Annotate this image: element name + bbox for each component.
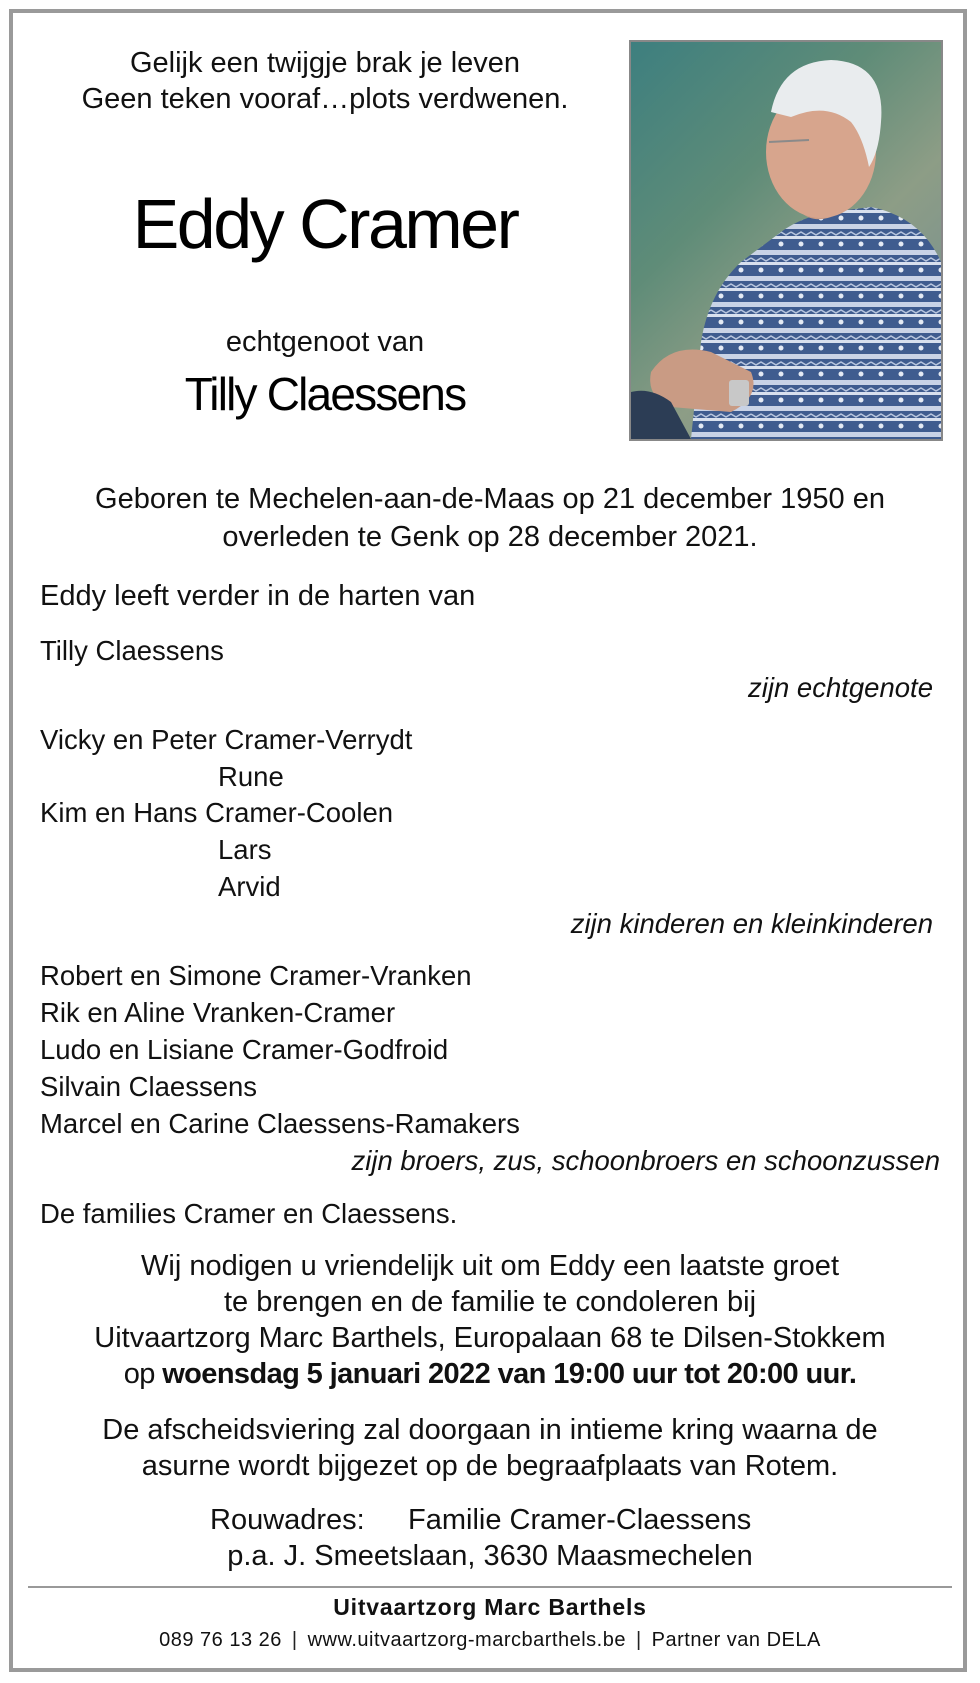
grandchild-line-2: Lars [218, 834, 272, 865]
invitation-line-1: Wij nodigen u vriendelijk uit om Eddy een laatste groet [141, 1250, 839, 1282]
intro-line: Eddy leeft verder in de harten van [40, 580, 476, 612]
footer-partner: Partner van DELA [651, 1629, 821, 1651]
ceremony-line-1: De afscheidsviering zal doorgaan in intieme kring waarna de [102, 1414, 878, 1446]
invitation-datetime: woensdag 5 januari 2022 van 19:00 uur tot 20:00 uur. [162, 1358, 857, 1390]
footer-contact [30, 1629, 950, 1652]
child-line-2: Kim en Hans Cramer-Coolen [40, 797, 394, 828]
birth-line: Geboren te Mechelen-aan-de-Maas op 21 december 1950 en [95, 483, 885, 515]
partner-name: Tilly Claessens [184, 368, 466, 420]
address-street: p.a. J. Smeetslaan, 3630 Maasmechelen [227, 1540, 753, 1572]
sibling-line-3: Ludo en Lisiane Cramer-Godfroid [40, 1034, 449, 1065]
child-line-1: Vicky en Peter Cramer-Verrydt [40, 724, 413, 755]
deceased-name: Eddy Cramer [132, 185, 518, 263]
address-label: Rouwadres: [210, 1504, 365, 1536]
verse-line-2: Geen teken vooraf…plots verdwenen. [81, 83, 569, 115]
sibling-line-2: Rik en Aline Vranken-Cramer [40, 997, 396, 1028]
sibling-line-5: Marcel en Carine Claessens-Ramakers [40, 1108, 520, 1139]
footer-separator-2: | [635, 1629, 642, 1651]
portrait-photo [629, 40, 943, 441]
death-line: overleden te Genk op 28 december 2021. [222, 521, 758, 553]
invitation-line-3: Uitvaartzorg Marc Barthels, Europalaan 68 te Dilsen-Stokkem [94, 1322, 886, 1354]
grandchild-line-3: Arvid [218, 871, 281, 902]
invitation-line-2: te brengen en de familie te condoleren bij [223, 1286, 757, 1318]
footer-phone: 089 76 13 26 [159, 1629, 282, 1651]
children-label: zijn kinderen en kleinkinderen [570, 908, 933, 939]
footer-divider [28, 1586, 952, 1588]
verse-line-1: Gelijk een twijgje brak je leven [129, 47, 521, 79]
footer-website[interactable]: www.uitvaartzorg-marcbarthels.be [307, 1629, 626, 1651]
footer-company: Uitvaartzorg Marc Barthels [333, 1594, 647, 1620]
sibling-line-1: Robert en Simone Cramer-Vranken [40, 960, 472, 991]
families-line: De families Cramer en Claessens. [40, 1198, 458, 1229]
address-name: Familie Cramer-Claessens [408, 1504, 752, 1536]
relation-label: echtgenoot van [225, 326, 425, 358]
invitation-datetime-line [30, 1356, 950, 1392]
sibling-line-4: Silvain Claessens [40, 1071, 258, 1102]
invitation-prefix: op [123, 1358, 163, 1390]
ceremony-line-2: asurne wordt bijgezet op de begraafplaats van Rotem. [141, 1450, 839, 1482]
grandchild-line-1: Rune [218, 761, 284, 792]
siblings-label: zijn broers, zus, schoonbroers en schoonzussen [351, 1145, 940, 1176]
spouse-label: zijn echtgenote [748, 672, 933, 703]
spouse-name: Tilly Claessens [40, 635, 224, 666]
footer-separator-1: | [291, 1629, 298, 1651]
